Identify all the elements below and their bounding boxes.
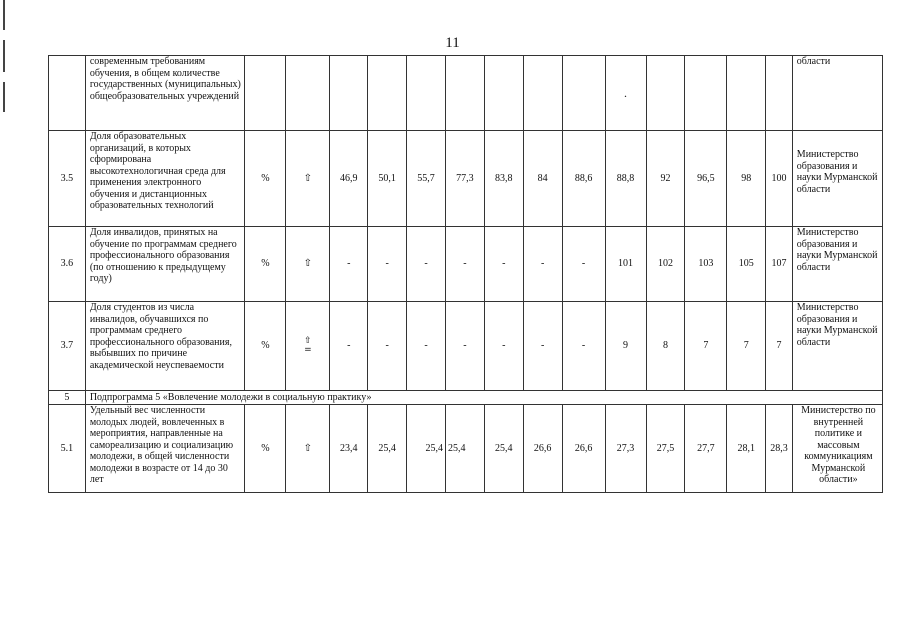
value-cell: - (330, 227, 368, 302)
value-cell: - (407, 227, 446, 302)
ministry-cell: Министерство образования и науки Мурманской области (792, 131, 882, 227)
dot-mark: . (624, 86, 628, 100)
value-cell: 77,3 (445, 131, 484, 227)
value-cell: 26,6 (523, 405, 562, 493)
value-cell: 102 (646, 227, 685, 302)
arrow-up-icon: ⇧ (303, 258, 313, 270)
trend-cell (286, 131, 330, 227)
value-cell: 26,6 (562, 405, 605, 493)
left-margin-mark (3, 82, 5, 112)
value-cell: 103 (685, 227, 727, 302)
value-cell: 92 (646, 131, 685, 227)
indicators-table (48, 55, 883, 493)
value-cell: 83,8 (484, 131, 523, 227)
value-cell: 96,5 (685, 131, 727, 227)
value-cell: 27,5 (646, 405, 685, 493)
indicator-name: Доля студентов из числа инвалидов, обучавшихся по программам среднего профессионального образования, выбывших по причине академической неуспеваемости (85, 302, 245, 391)
unit-cell: % (245, 405, 286, 493)
value-cell: 7 (766, 302, 793, 391)
indicator-name: Доля образовательных организаций, в которых сформирована высокотехнологичная среда для применения электронного обучения и дистанционных образовательных технологий (85, 131, 245, 227)
left-margin-mark (3, 40, 5, 72)
value-cell: 27,7 (685, 405, 727, 493)
arrow-up-icon: ⇧ (303, 172, 313, 184)
value-cell: 25,4 (484, 405, 523, 493)
value-cell: 101 (605, 227, 646, 302)
value-cell: 46,9 (330, 131, 368, 227)
value-cell: - (562, 302, 605, 391)
equals-icon: = (304, 344, 312, 355)
trend-cell (286, 405, 330, 493)
unit-cell: % (245, 131, 286, 227)
table-row (49, 302, 883, 391)
value-cell: - (330, 302, 368, 391)
value-cell: 28,1 (727, 405, 766, 493)
indicator-name: современным требованиям обучения, в общем количестве государственных (муниципальных) общеобразовательных учреждений (85, 56, 245, 131)
row-number: 3.6 (49, 227, 86, 302)
value-cell: 27,3 (605, 405, 646, 493)
value-cell: 25,4 (407, 405, 446, 493)
unit-cell: % (245, 227, 286, 302)
row-number-cell (49, 56, 86, 131)
value-cell: 9 (605, 302, 646, 391)
value-cell: - (484, 302, 523, 391)
arrow-up-icon: ⇧ (304, 335, 312, 346)
value-cell: - (445, 302, 484, 391)
ministry-cell: Министерство образования и науки Мурманской области (792, 302, 882, 391)
subprogram-title: Подпрограмма 5 «Вовлечение молодежи в социальную практику» (85, 391, 882, 405)
indicator-name: Удельный вес численности молодых людей, вовлеченных в мероприятия, направленные на самореализацию и социализацию молодежи, в общей численности молодежи в возрасте от 14 до 30 лет (85, 405, 245, 493)
trend-cell (286, 302, 330, 391)
value-cell: - (407, 302, 446, 391)
table-row (49, 405, 883, 493)
row-number: 3.5 (49, 131, 86, 227)
table-row (49, 131, 883, 227)
value-cell: 25,4 (445, 405, 484, 493)
unit-cell: % (245, 302, 286, 391)
value-cell: - (368, 302, 407, 391)
row-number: 5.1 (49, 405, 86, 493)
ministry-cell: области (792, 56, 882, 131)
value-cell: 105 (727, 227, 766, 302)
left-margin-mark (3, 0, 5, 30)
value-cell: 25,4 (368, 405, 407, 493)
value-cell: - (523, 227, 562, 302)
table-row (49, 227, 883, 302)
value-cell: 88,6 (562, 131, 605, 227)
value-cell: 7 (685, 302, 727, 391)
value-cell: 8 (646, 302, 685, 391)
table-row (49, 391, 883, 405)
value-cell: 50,1 (368, 131, 407, 227)
value-cell: 23,4 (330, 405, 368, 493)
value-cell: 28,3 (766, 405, 793, 493)
value-cell: 88,8 (605, 131, 646, 227)
ministry-cell: Министерство по внутренней политике и массовым коммуникациям Мурманской области» (792, 405, 882, 493)
ministry-cell: Министерство образования и науки Мурманской области (792, 227, 882, 302)
value-cell: 100 (766, 131, 793, 227)
value-cell: - (368, 227, 407, 302)
value-cell: - (562, 227, 605, 302)
row-number: 5 (49, 391, 86, 405)
row-number: 3.7 (49, 302, 86, 391)
value-cell: 7 (727, 302, 766, 391)
value-cell: - (523, 302, 562, 391)
value-cell: - (484, 227, 523, 302)
value-cell: 107 (766, 227, 793, 302)
indicator-name: Доля инвалидов, принятых на обучение по программам среднего профессионального образования (по отношению к предыдущему году) (85, 227, 245, 302)
arrow-up-icon: ⇧ (303, 442, 313, 454)
trend-cell (286, 227, 330, 302)
page-number: 11 (445, 35, 460, 51)
table-row (49, 56, 883, 131)
value-cell: 55,7 (407, 131, 446, 227)
value-cell: - (445, 227, 484, 302)
value-cell: 84 (523, 131, 562, 227)
value-cell: 98 (727, 131, 766, 227)
